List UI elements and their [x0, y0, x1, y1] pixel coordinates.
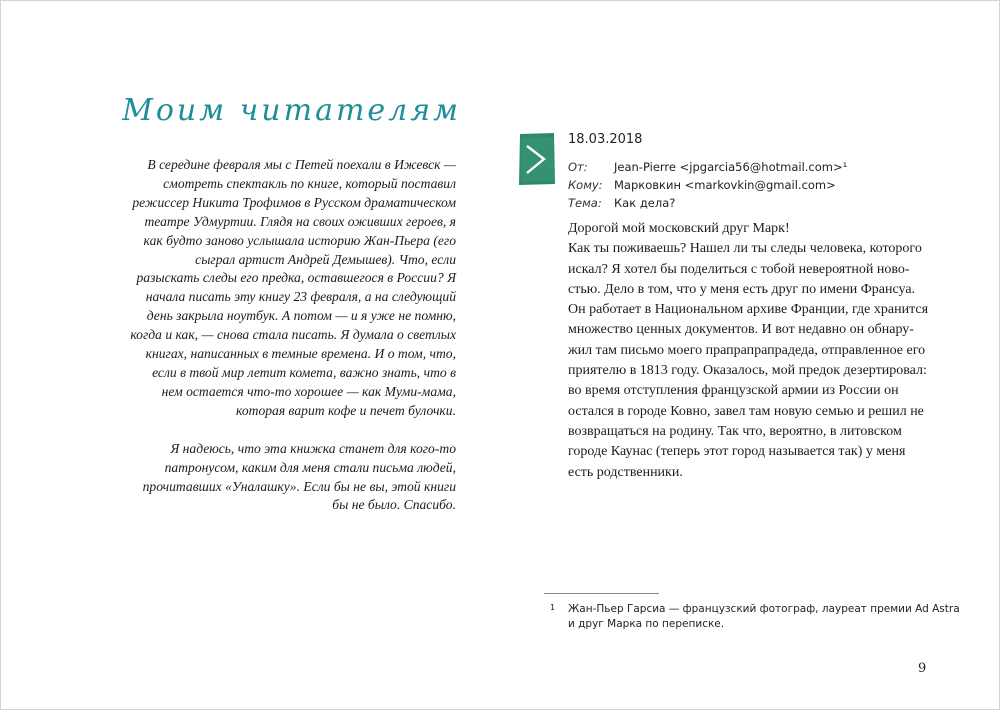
email-date: 18.03.2018 [568, 132, 643, 147]
letter-line: есть родственники. [568, 464, 683, 480]
email-to-label: Кому: [568, 178, 603, 192]
letter-line: Он работает в Национальном архиве Франции, где хранится [568, 302, 929, 318]
footnote-line-2: и друг Марка по переписке. [568, 618, 725, 630]
letter-line: городе Каунас (теперь этот город называется так) у меня [568, 444, 906, 460]
footnote-number: 1 [550, 603, 556, 612]
letter-line: приятелю в 1813 году. Оказалось, мой предок дезертировал: [568, 363, 927, 379]
page-number: 9 [918, 661, 927, 676]
letter-line: остался в городе Ковно, завел там новую семью и решил не [568, 403, 924, 419]
letter-line: возвращаться на родину. Так что, вероятно, в литовском [568, 423, 902, 439]
letter-line: Дорогой мой московский друг Марк! [568, 221, 790, 236]
letter-line: Как ты поживаешь? Нашел ли ты следы человека, которого [568, 241, 922, 257]
footnote-line-1: Жан-Пьер Гарсиа — французский фотограф, лауреат премии Ad Astra [568, 603, 960, 615]
footnote-text [568, 602, 960, 632]
letter-line: искал? Я хотел бы поделиться с тобой невероятной ново- [568, 261, 910, 277]
footnote-divider [544, 593, 659, 594]
letter-line: во время отступления французской армии из России он [568, 383, 899, 399]
email-from-value: Jean-Pierre <jpgarcia56@hotmail.com>¹ [614, 160, 848, 174]
letter-line: множество ценных документов. И вот недавно он обнару- [568, 322, 914, 338]
page-title: Моим читателям [122, 93, 461, 128]
email-to-value: Марковкин <markovkin@gmail.com> [614, 178, 836, 192]
letter-body [568, 219, 936, 483]
email-from-label: От: [568, 160, 588, 174]
dedication-paragraph-2: Я надеюсь, что эта книжка станет для кого-то патронусом, каким для меня стали письма людей, прочитавших «Уналашку». Если бы не вы, этой книги бы не было. Спасибо. [142, 440, 456, 513]
dedication-paragraph-1: В середине февраля мы с Петей поехали в Ижевск — смотреть спектакль по книге, который поставил режиссер Никита Трофимов в Русском драматическом театре Удмуртии. Глядя на своих оживших героев, я как будто заново услышала историю Жан-Пьера (его сыграл артист Андрей Демышев). Что, если разыскать следы его предка, оставшегося в России? Я начала писать эту книгу 23 февраля, а на следующий день закрыла ноутбук. А потом — и я уже не помню, когда и как, — снова стала писать. Я думала о светлых книгах, написанных в темные времена. И о том, что, если в твой мир летит комета, важно знать, что в нем остается что-то хорошее — как Муми-мама, которая варит кофе и печет булочки. [130, 157, 456, 418]
letter-line: жил там письмо моего прапрапрапрадеда, отправленное его [568, 342, 926, 358]
email-subject-value: Как дела? [614, 196, 676, 210]
email-subject-label: Тема: [568, 196, 602, 210]
envelope-icon [518, 132, 556, 186]
dedication-text [129, 156, 456, 515]
letter-line: стью. Дело в том, что у меня есть друг по имени Франсуа. [568, 281, 916, 297]
